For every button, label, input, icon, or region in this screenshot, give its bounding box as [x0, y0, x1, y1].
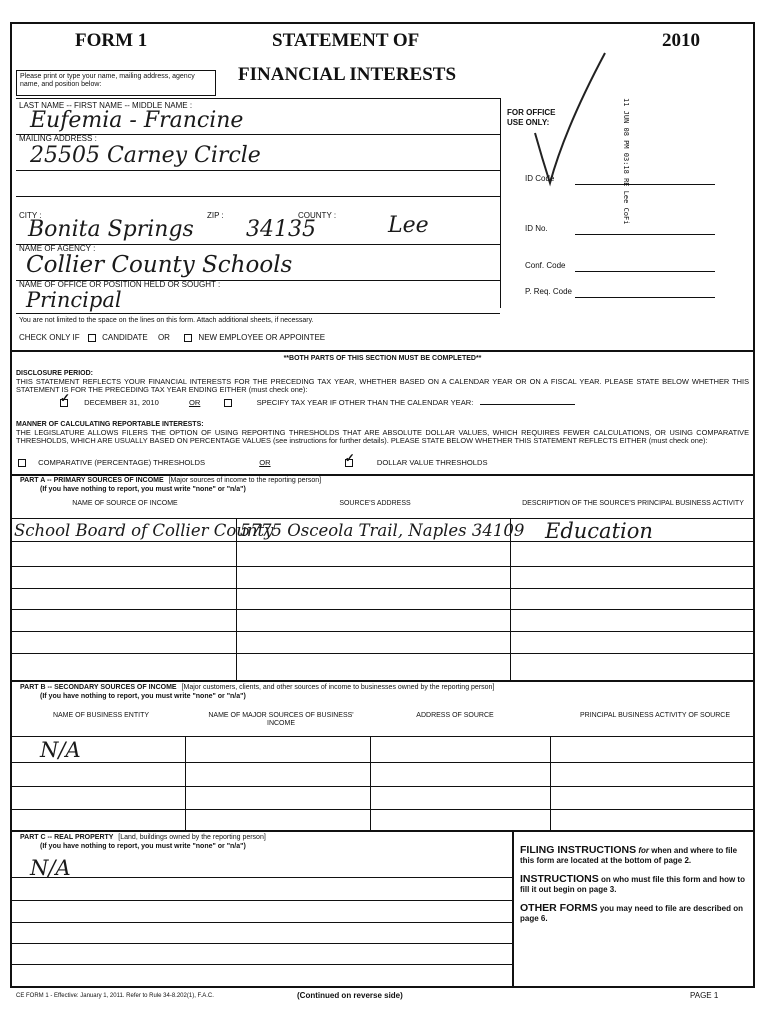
part-c-row1[interactable]: N/A — [30, 856, 71, 880]
received-stamp — [618, 98, 634, 288]
part-c-title — [20, 834, 266, 842]
office-use-label — [507, 108, 555, 128]
candidate-label: CANDIDATE — [102, 333, 148, 342]
part-b-title-text: PART B -- SECONDARY SOURCES OF INCOME — [20, 684, 177, 691]
instruction-text: Please print or type your name, mailing address, agency name, and position below: — [20, 73, 195, 88]
part-a-row1-desc[interactable]: Education — [545, 519, 653, 543]
title-line2: FINANCIAL INTERESTS — [238, 64, 457, 85]
name-value[interactable]: Eufemia - Francine — [30, 108, 244, 133]
form-year: 2010 — [662, 30, 700, 51]
instruction-box — [16, 70, 216, 96]
part-a-title-text: PART A -- PRIMARY SOURCES OF INCOME — [20, 477, 164, 484]
zip-value[interactable]: 34135 — [246, 217, 316, 242]
candidate-checkbox[interactable] — [88, 334, 96, 342]
part-b-col2: NAME OF MAJOR SOURCES OF BUSINESS' INCOME — [208, 712, 354, 727]
filing-head: FILING INSTRUCTIONS — [520, 844, 637, 856]
footer-page: PAGE 1 — [690, 991, 719, 1000]
inst-text: on who must file this form and how to fill it out begin on page 3. — [520, 875, 745, 894]
period-text: THIS STATEMENT REFLECTS YOUR FINANCIAL INTERESTS FOR THE PRECEDING TAX YEAR, WHETHER BASED ON A CALENDAR YEAR OR ON A FISCAL YEAR. PLEASE STATE BELOW WHETHER THIS STATEMENT IS FOR THE PRECEDING TAX YEAR ENDING EITHER (must check one): — [16, 377, 749, 394]
both-parts-note: **BOTH PARTS OF THIS SECTION MUST BE COMPLETED** — [283, 355, 482, 362]
specify-input[interactable] — [480, 404, 575, 405]
period-choice-row — [60, 399, 750, 407]
dec31-label: DECEMBER 31, 2010 — [84, 398, 159, 407]
period-or: OR — [188, 398, 201, 407]
other-text: you may need to file are described on page 6. — [520, 904, 743, 923]
footer-continued: (Continued on reverse side) — [297, 991, 403, 1000]
part-b-col3: ADDRESS OF SOURCE — [416, 712, 494, 719]
conf-code-label: Conf. Code — [525, 261, 566, 270]
agency-label: NAME OF AGENCY : — [19, 244, 96, 253]
comparative-checkbox[interactable] — [18, 459, 26, 467]
office-use-line1: FOR OFFICE — [507, 108, 556, 117]
mailing-label: MAILING ADDRESS : — [19, 134, 97, 143]
threshold-or: OR — [259, 458, 271, 467]
new-employee-checkbox[interactable] — [184, 334, 192, 342]
manner-label: MANNER OF CALCULATING REPORTABLE INTERESTS: — [16, 421, 204, 428]
county-value[interactable]: Lee — [388, 213, 429, 238]
check-only-row — [19, 333, 325, 343]
name-label: LAST NAME -- FIRST NAME -- MIDDLE NAME : — [19, 101, 193, 110]
part-c-subtitle: (If you have nothing to report, you must write "none" or "n/a") — [40, 843, 246, 850]
part-b-row1[interactable]: N/A — [40, 738, 81, 762]
filing-instructions — [520, 845, 748, 866]
part-b-col1: NAME OF BUSINESS ENTITY — [52, 712, 150, 719]
part-c-title-note: [Land, buildings owned by the reporting person] — [118, 834, 266, 841]
office-use-line2: USE ONLY: — [507, 118, 550, 127]
part-b-col4: PRINCIPAL BUSINESS ACTIVITY OF SOURCE — [579, 712, 730, 719]
id-code-label: ID Code — [525, 174, 555, 183]
office-value[interactable]: Principal — [26, 288, 122, 312]
part-a-col3: DESCRIPTION OF THE SOURCE'S PRINCIPAL BUSINESS ACTIVITY — [522, 500, 744, 507]
dollar-label: DOLLAR VALUE THRESHOLDS — [376, 458, 488, 467]
filing-for: for — [638, 846, 649, 855]
filing-text: when and where to file this form are located at the bottom of page 2. — [520, 846, 738, 865]
manner-text: THE LEGISLATURE ALLOWS FILERS THE OPTION OF USING REPORTING THRESHOLDS THAT ARE ABSOLUTE DOLLAR VALUES, WHICH REQUIRES FEWER CALCULATIONS, OR USING COMPARATIVE THRESHOLDS, WHICH ARE USUALLY BASED ON PERCENTAGE VALUES (see instructions for further details). PLEASE STATE BELOW WHETHER THIS STATEMENT REFLECTS EITHER (must check one): — [16, 428, 749, 445]
part-b-title-note: [Major customers, clients, and other sources of income to businesses owned by the reporting person] — [181, 684, 495, 691]
part-a-row1-name[interactable]: School Board of Collier County — [14, 521, 274, 540]
city-value[interactable]: Bonita Springs — [28, 217, 194, 242]
part-a-col2: SOURCE'S ADDRESS — [339, 500, 411, 507]
new-employee-label: NEW EMPLOYEE OR APPOINTEE — [198, 333, 326, 342]
part-b-title — [20, 684, 494, 692]
or-label: OR — [157, 333, 170, 342]
zip-label: ZIP : — [207, 211, 224, 220]
specify-label: SPECIFY TAX YEAR IF OTHER THAN THE CALENDAR YEAR: — [256, 398, 474, 407]
period-label: DISCLOSURE PERIOD: — [16, 370, 94, 377]
part-a-subtitle: (If you have nothing to report, you must write "none" or "n/a") — [40, 486, 246, 493]
other-head: OTHER FORMS — [520, 902, 598, 914]
instructions-para — [520, 874, 748, 895]
instructions-box — [520, 845, 748, 924]
id-no-label: ID No. — [525, 224, 548, 233]
part-c-title-text: PART C -- REAL PROPERTY — [20, 834, 114, 841]
title-line1: STATEMENT OF — [272, 30, 420, 51]
footer-left: CE FORM 1 - Effective: January 1, 2011. Refer to Rule 34-8.202(1), F.A.C. — [16, 993, 214, 999]
mailing-value[interactable]: 25505 Carney Circle — [30, 143, 261, 168]
inst-head: INSTRUCTIONS — [520, 873, 599, 885]
threshold-choice-row — [18, 459, 738, 467]
dec31-checkbox[interactable] — [60, 399, 68, 407]
agency-value[interactable]: Collier County Schools — [26, 252, 293, 278]
part-a-col1: NAME OF SOURCE OF INCOME — [72, 500, 178, 507]
part-b-subtitle: (If you have nothing to report, you must write "none" or "n/a") — [40, 693, 246, 700]
part-a-title-note: [Major sources of income to the reporting person] — [168, 477, 322, 484]
stamp-text: 11 JUN 08 PM 03:18 RE Lee CoFi — [622, 98, 630, 225]
comparative-label: COMPARATIVE (PERCENTAGE) THRESHOLDS — [38, 458, 206, 467]
city-label: CITY : — [19, 211, 42, 220]
not-limited-note: You are not limited to the space on the lines on this form. Attach additional sheets, if necessary. — [19, 317, 314, 324]
part-a-title — [20, 477, 321, 485]
county-label: COUNTY : — [298, 211, 337, 220]
specify-checkbox[interactable] — [224, 399, 232, 407]
part-a-row1-address[interactable]: 5775 Osceola Trail, Naples 34109 — [240, 521, 525, 540]
dollar-checkbox[interactable] — [345, 459, 353, 467]
form-label: FORM 1 — [75, 30, 148, 51]
p-req-code-label: P. Req. Code — [525, 287, 572, 296]
office-label: NAME OF OFFICE OR POSITION HELD OR SOUGHT : — [19, 280, 221, 289]
other-forms-para — [520, 903, 748, 924]
check-only-label: CHECK ONLY IF — [19, 333, 80, 342]
